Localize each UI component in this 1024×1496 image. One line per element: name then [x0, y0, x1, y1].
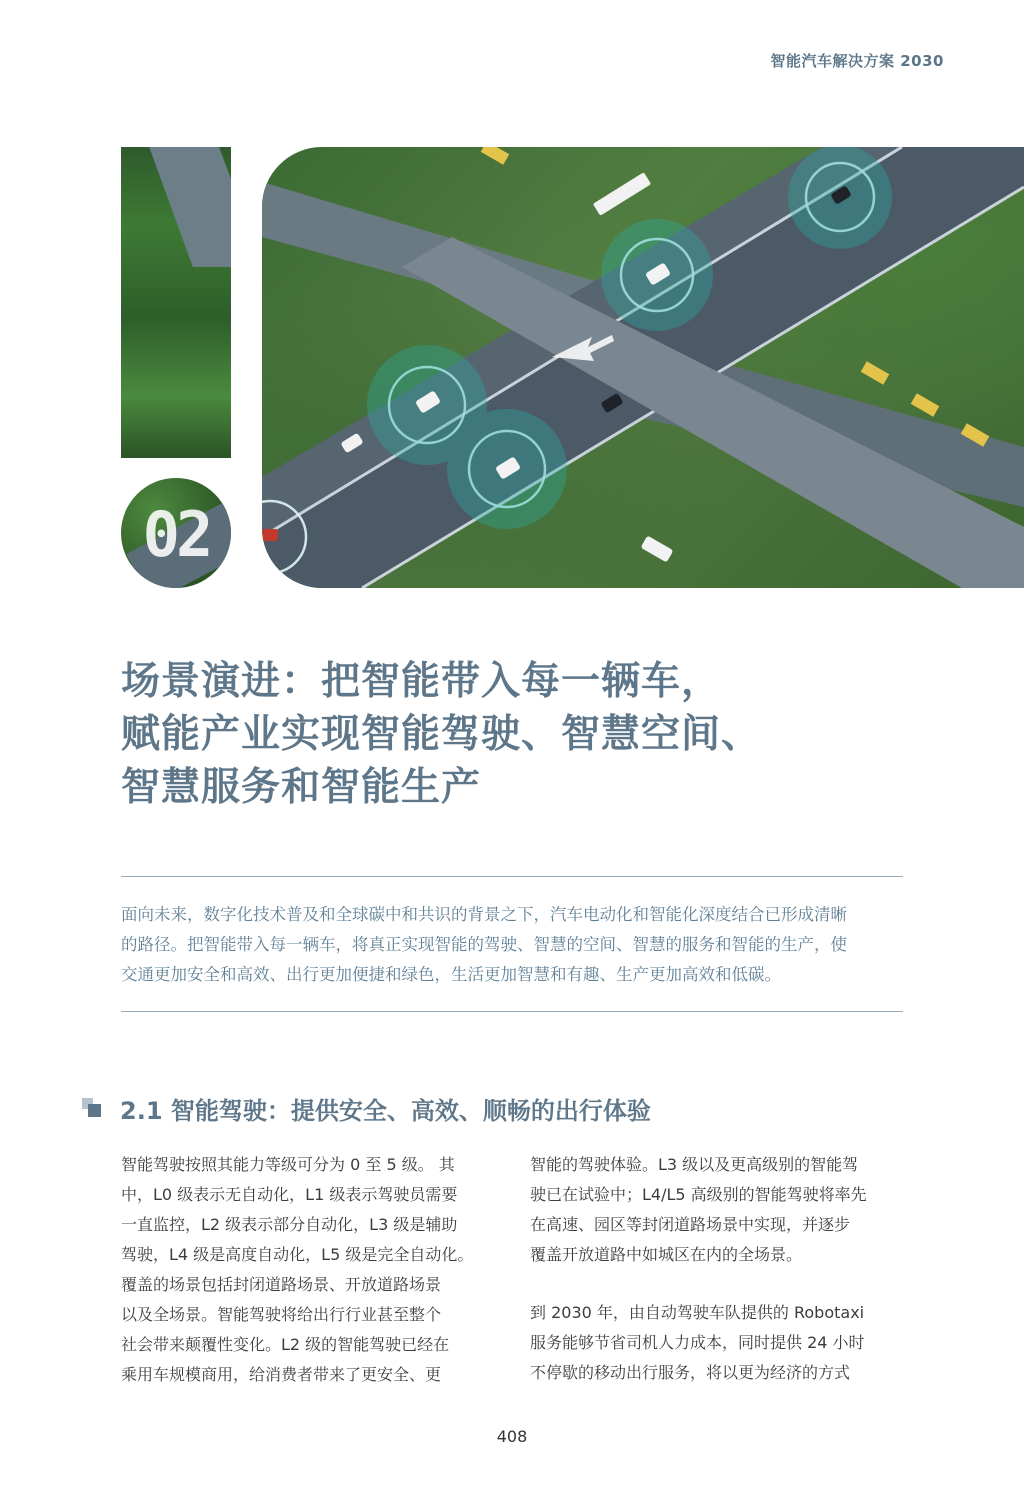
intro-paragraph: [121, 900, 911, 990]
divider-top: [121, 876, 903, 877]
body-line: 智能的驾驶体验。L3 级以及更高级别的智能驾: [530, 1155, 859, 1174]
document-header-title: 智能汽车解决方案 2030: [770, 52, 944, 70]
chapter-title: [121, 655, 911, 814]
chapter-number: 02: [142, 498, 210, 571]
section-heading: [82, 1090, 651, 1126]
body-line: 覆盖开放道路中如城区在内的全场景。: [530, 1245, 803, 1264]
highway-interchange-photo: [262, 147, 1024, 588]
body-line: 社会带来颠覆性变化。L2 级的智能驾驶已经在: [121, 1335, 450, 1354]
body-line: 不停歇的移动出行服务，将以更为经济的方式: [530, 1363, 851, 1382]
chapter-title-line: 场景演进：把智能带入每一辆车，: [121, 659, 722, 704]
body-line: 中，L0 级表示无自动化，L1 级表示驾驶员需要: [121, 1185, 458, 1204]
chapter-title-line: 智慧服务和智能生产: [121, 765, 482, 810]
body-line: 覆盖的场景包括封闭道路场景、开放道路场景: [121, 1275, 442, 1294]
chapter-badge: [121, 478, 231, 588]
body-line: 智能驾驶按照其能力等级可分为 0 至 5 级。 其: [121, 1155, 455, 1174]
intro-line: 面向未来，数字化技术普及和全球碳中和共识的背景之下，汽车电动化和智能化深度结合已形成清晰: [121, 905, 847, 924]
body-line: 服务能够节省司机人力成本，同时提供 24 小时: [530, 1333, 865, 1352]
intro-line: 交通更加安全和高效、出行更加便捷和绿色，生活更加智慧和有趣、生产更加高效和低碳。: [121, 965, 781, 984]
body-line: 一直监控，L2 级表示部分自动化，L3 级是辅助: [121, 1215, 458, 1234]
highway-illustration: [262, 147, 1024, 588]
body-line: 驶已在试验中；L4/L5 高级别的智能驾驶将率先: [530, 1185, 867, 1204]
body-line: 到 2030 年，由自动驾驶车队提供的 Robotaxi: [530, 1303, 865, 1322]
page-number: 408: [496, 1427, 528, 1446]
body-line: 驾驶，L4 级是高度自动化，L5 级是完全自动化。: [121, 1245, 474, 1264]
body-column-right: [530, 1150, 910, 1388]
section-title: 2.1 智能驾驶：提供安全、高效、顺畅的出行体验: [120, 1096, 651, 1125]
body-line: 在高速、园区等封闭道路场景中实现，并逐步: [530, 1215, 851, 1234]
road-fragment: [149, 147, 231, 267]
intro-line: 的路径。把智能带入每一辆车，将真正实现智能的驾驶、智慧的空间、智慧的服务和智能的生产，使: [121, 935, 847, 954]
divider-bottom: [121, 1011, 903, 1012]
paragraph-gap: [530, 1270, 910, 1298]
body-line: 以及全场景。智能驾驶将给出行行业甚至整个: [121, 1305, 442, 1324]
chapter-title-line: 赋能产业实现智能驾驶、智慧空间、: [121, 712, 762, 757]
body-line: 乘用车规模商用，给消费者带来了更安全、更: [121, 1365, 442, 1384]
body-column-left: [121, 1150, 501, 1390]
section-square-icon: [82, 1098, 104, 1118]
aerial-forest-photo-strip: [121, 147, 231, 458]
